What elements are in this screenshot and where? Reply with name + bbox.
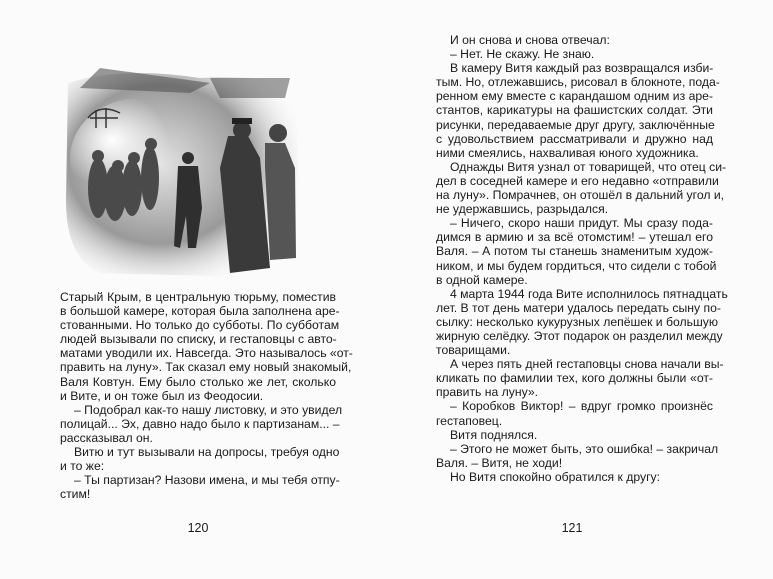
text-line: Но Витя спокойно обратился к другу: [450,469,661,484]
text-line: полицай... Эх, давно надо было к партизанам... – [60,416,340,431]
text-line: Валя. – Витя, не ходи! [436,455,563,470]
text-line: товарищами. [436,343,511,358]
text-line: править на луну». [436,385,538,400]
text-line: ними смеялись, нахваливая юного художника. [436,145,699,160]
page-number-left: 120 [187,521,209,535]
text-line: на луну». Помрачнев, он отошёл в дальний угол и, [436,188,725,203]
right-page-text [436,33,728,484]
text-line: гестаповец. [436,413,503,428]
text-line: стантов, карикатуры на фашистских солдат. Эти [436,103,713,118]
text-line: – Нет. Не скажу. Не знаю. [450,47,595,62]
page-number-right: 121 [561,521,583,535]
text-line: и Вите, и он тоже был из Феодосии. [60,388,264,403]
text-line: И он снова и снова отвечал: [450,33,610,47]
left-page-text [60,290,353,502]
text-line: кликать по фамилии тех, кого должны были «от- [436,371,713,386]
text-line: ником, и мы будем гордиться, что сидели с тобой [436,258,717,273]
text-line: и то же: [60,459,105,474]
text-line: в одной камере. [436,272,528,287]
text-line: стованными. Но только до субботы. По субботам [60,318,340,333]
left-page [0,0,386,579]
prison-cell-illustration [60,48,300,283]
right-page [386,0,773,579]
text-line: жирную селёдку. Этот подарок он разделил между [436,328,723,343]
text-line: – Подобрал как-то нашу листовку, и это увидел [74,402,343,417]
text-line: Витю и тут вызывали на допросы, требуя одно [74,445,340,460]
text-line: Однажды Витя узнал от товарищей, что отец си- [450,159,727,174]
text-line: в большой камере, которая была заполнена аре- [60,304,340,319]
text-line: В камеру Витя каждый раз возвращался изби- [450,61,714,76]
text-line: – Этого не может быть, это ошибка! – закричал [450,441,719,456]
text-line: Витя поднялся. [450,427,538,442]
text-line: сылку: несколько кукурузных лепёшек и большую [436,314,718,329]
text-line: ренном ему вместе с карандашом одним из аре- [436,89,713,104]
text-line: лет. В тот день матери удалось передать сыну по- [436,300,721,315]
text-line: дел в соседней камере и его недавно «отправили [436,173,719,188]
text-line: – Ничего, скоро наши придут. Мы сразу пода- [450,216,713,231]
text-line: А через пять дней гестаповцы снова начали вы- [450,357,724,372]
text-line: с удовольствием рассматривали и дружно над [436,131,713,146]
text-line: править на луну». Так сказал ему новый знакомый, [60,360,352,375]
text-line: Валя. – А потом ты станешь знаменитым худож- [436,244,713,259]
text-line: рассказывал он. [60,430,153,445]
text-line: – Ты партизан? Назови имена, и мы тебя отпу- [74,473,340,488]
text-line: не удержавшись, разрыдался. [436,202,609,217]
text-line: 4 марта 1944 года Вите исполнилось пятнадцать [450,286,728,301]
text-line: тым. Но, отлежавшись, рисовал в блокноте, пода- [436,75,720,90]
text-line: – Коробков Виктор! – вдруг громко произнёс [450,399,713,414]
text-line: Старый Крым, в центральную тюрьму, поместив [60,290,336,304]
text-line: Валя Ковтун. Ему было столько же лет, сколько [60,374,336,389]
text-line: рисунки, передаваемые друг другу, заключённые [436,117,715,132]
text-line: людей вызывали по списку, и гестаповцы с авто- [60,332,337,347]
text-line: стим! [60,487,91,502]
text-line: димся в армию и за всё отомстим! – утешал его [436,230,713,245]
text-line: матами уводили их. Навсегда. Это называлось «от- [60,346,353,361]
